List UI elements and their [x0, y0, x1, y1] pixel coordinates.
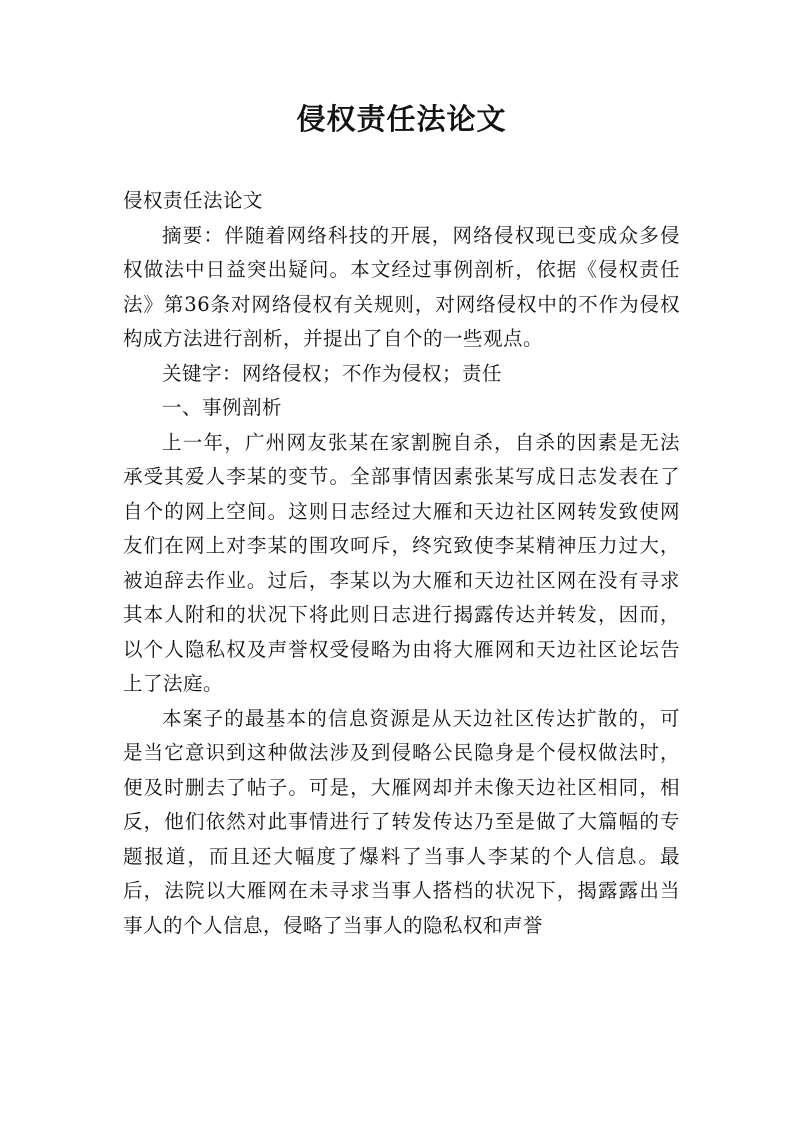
abstract-paragraph: 摘要：伴随着网络科技的开展，网络侵权现已变成众多侵权做法中日益突出疑问。本文经过事例剖析，依据《侵权责任法》第36条对网络侵权有关规则，对网络侵权中的不作为侵权构成方法进行剖析，并提出了自个的一些观点。	[123, 223, 680, 350]
document-subtitle: 侵权责任法论文	[123, 189, 264, 212]
keywords-paragraph: 关键字：网络侵权；不作为侵权；责任	[162, 361, 503, 385]
body-paragraph: 本案子的最基本的信息资源是从天边社区传达扩散的，可是当它意识到这种做法涉及到侵略公民隐身是个侵权做法时，便及时删去了帖子。可是，大雁网却并未像天边社区相同，相反，他们依然对此事情进行了转发传达乃至是做了大篇幅的专题报道，而且还大幅度了爆料了当事人李某的个人信息。最后，法院以大雁网在未寻求当事人搭档的状况下，揭露露出当事人的个人信息，侵略了当事人的隐私权和声誉	[123, 706, 680, 937]
body-paragraph: 上一年，广州网友张某在家割腕自杀，自杀的因素是无法承受其爱人李某的变节。全部事情因素张某写成日志发表在了自个的网上空间。这则日志经过大雁和天边社区网转发致使网友们在网上对李某的围攻呵斥，终究致使李某精神压力过大，被迫辞去作业。过后，李某以为大雁和天边社区网在没有寻求其本人附和的状况下将此则日志进行揭露传达并转发，因而，以个人隐私权及声誉权受侵略为由将大雁网和天边社区论坛告上了法庭。	[123, 430, 680, 695]
document-title: 侵权责任法论文	[296, 102, 507, 136]
document-body	[123, 184, 680, 943]
section-heading: 一、事例剖析	[162, 396, 283, 419]
